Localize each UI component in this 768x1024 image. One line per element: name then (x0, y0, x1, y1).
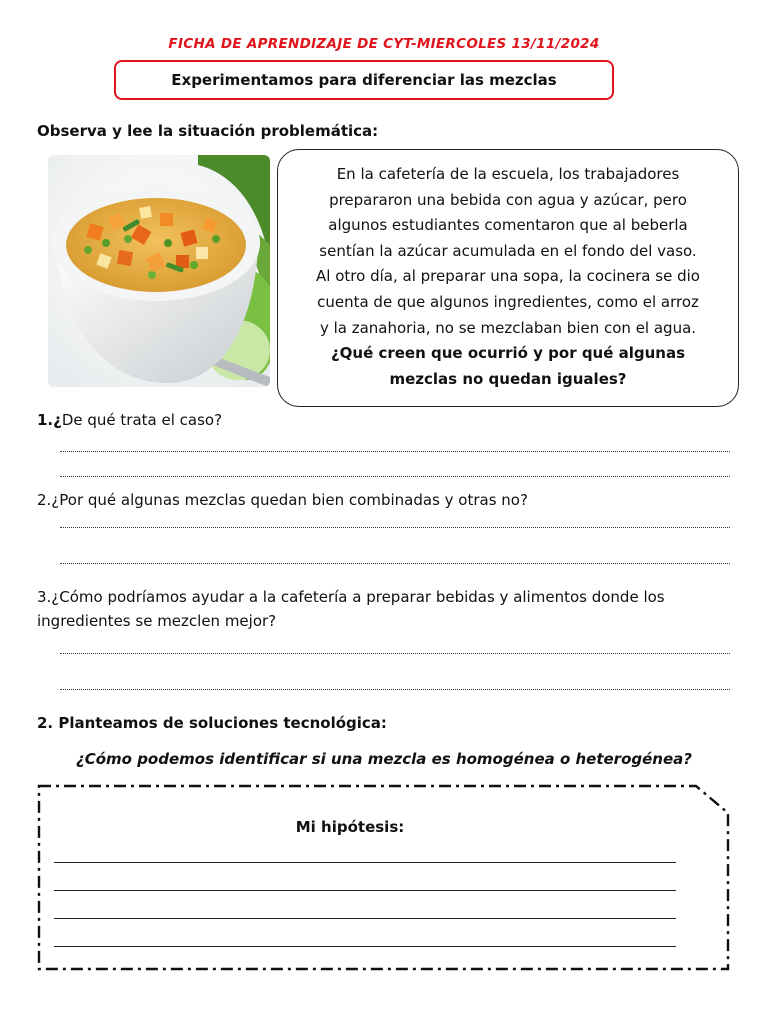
story-line: y la zanahoria, no se mezclaban bien con el agua. (319, 318, 697, 337)
question-2: 2.¿Por qué algunas mezclas quedan bien combinadas y otras no? (37, 491, 528, 509)
story-question: ¿Qué creen que ocurrió y por qué algunas (330, 344, 686, 363)
story-line: sentían la azúcar acumulada en el fondo del vaso. (319, 241, 697, 260)
answer-line[interactable] (60, 653, 730, 654)
soup-image (48, 155, 270, 387)
story-box (277, 149, 739, 407)
hypothesis-line[interactable] (54, 862, 676, 863)
story-line: Al otro día, al preparar una sopa, la cocinera se dio (316, 267, 700, 286)
answer-line[interactable] (60, 689, 730, 690)
question-1 (37, 411, 222, 429)
hypothesis-line[interactable] (54, 890, 676, 891)
section-2-heading: 2. Planteamos de soluciones tecnológica: (37, 714, 387, 732)
question-3-line-1: 3.¿Cómo podríamos ayudar a la cafetería a preparar bebidas y alimentos donde los (37, 588, 665, 606)
story-question: mezclas no quedan iguales? (389, 369, 627, 388)
question-1-number: 1.¿ (37, 411, 62, 429)
section-2-question: ¿Cómo podemos identificar si una mezcla es homogénea o heterogénea? (76, 750, 692, 768)
story-line: En la cafetería de la escuela, los trabajadores (336, 165, 680, 183)
question-1-text: De qué trata el caso? (61, 411, 223, 429)
page-title-text: Experimentamos para diferenciar las mezclas (171, 71, 557, 89)
page-title (114, 60, 614, 100)
hypothesis-box-border (36, 783, 732, 973)
question-3-line-2: ingredientes se mezclen mejor? (37, 612, 277, 630)
story-line: prepararon una bebida con agua y azúcar, pero (329, 190, 687, 209)
story-line: algunos estudiantes comentaron que al beberla (328, 216, 688, 235)
answer-line[interactable] (60, 563, 730, 564)
answer-line[interactable] (60, 476, 730, 477)
hypothesis-title: Mi hipótesis: (295, 818, 405, 836)
hypothesis-line[interactable] (54, 918, 676, 919)
hypothesis-line[interactable] (54, 946, 676, 947)
answer-line[interactable] (60, 451, 730, 452)
worksheet-header: FICHA DE APRENDIZAJE DE CYT-MIERCOLES 13/11/2024 (168, 36, 600, 52)
section-1-heading: Observa y lee la situación problemática: (37, 122, 379, 140)
story-line: cuenta de que algunos ingredientes, como el arroz (317, 292, 699, 311)
answer-line[interactable] (60, 527, 730, 528)
